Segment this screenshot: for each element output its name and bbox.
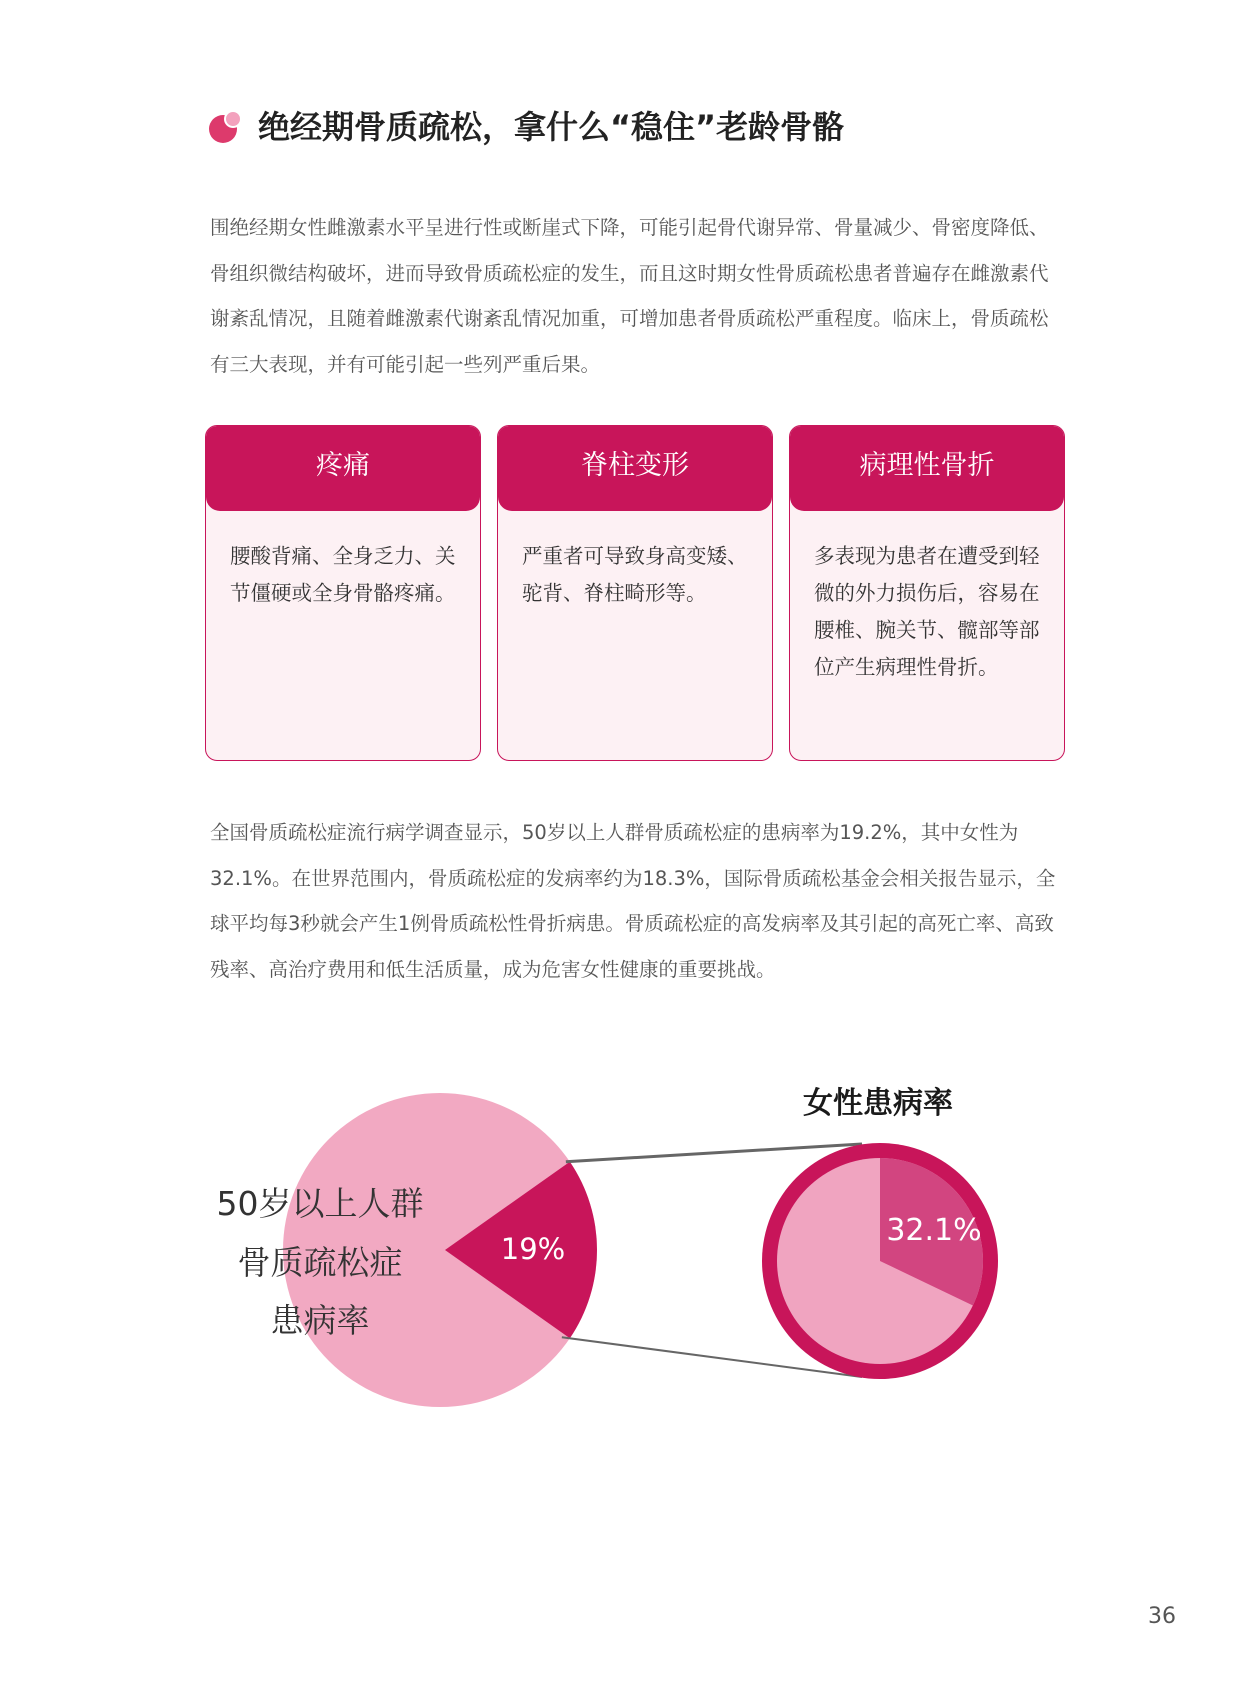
symptom-card-spine-deformity (497, 425, 773, 761)
symptom-card-fracture (789, 425, 1065, 761)
chart-title: 女性患病率 (803, 1086, 953, 1121)
bullet-dot-icon (208, 110, 242, 144)
card-title: 疼痛 (206, 426, 480, 511)
page-title: 绝经期骨质疏松，拿什么“稳住”老龄骨骼 (258, 108, 845, 146)
page-number: 36 (1148, 1604, 1176, 1629)
card-title: 脊柱变形 (498, 426, 772, 511)
symptom-card-pain (205, 425, 481, 761)
card-body: 多表现为患者在遭受到轻微的外力损伤后，容易在腰椎、腕关节、髋部等部位产生病理性骨折。 (814, 544, 1040, 679)
stats-paragraph: 全国骨质疏松症流行病学调查显示，50岁以上人群骨质疏松症的患病率为19.2%，其中女性为32.1%。在世界范围内，骨质疏松症的发病率约为18.3%，国际骨质疏松基金会相关报告显示，全球平均每3秒就会产生1例骨质疏松性骨折病患。骨质疏松症的高发病率及其引起的高死亡率、高致残率、高治疗费用和低生活质量，成为危害女性健康的重要挑战。 (210, 821, 1056, 981)
pie-center-label-line: 50岁以上人群 (216, 1184, 424, 1223)
pie-slice-label: 32.1% (886, 1213, 982, 1248)
card-body: 严重者可导致身高变矮、驼背、脊柱畸形等。 (522, 544, 748, 605)
pie-center-label-line: 患病率 (270, 1301, 370, 1340)
prevalence-charts (0, 1060, 1241, 1440)
connector-line-top (566, 1144, 862, 1162)
card-title: 病理性骨折 (790, 426, 1064, 511)
section-header (208, 104, 1108, 150)
pie-center-label-line: 骨质疏松症 (237, 1243, 403, 1282)
intro-paragraph: 围绝经期女性雌激素水平呈进行性或断崖式下降，可能引起骨代谢异常、骨量减少、骨密度降低、骨组织微结构破坏，进而导致骨质疏松症的发生，而且这时期女性骨质疏松患者普遍存在雌激素代谢紊乱情况，且随着雌激素代谢紊乱情况加重，可增加患者骨质疏松严重程度。临床上，骨质疏松有三大表现，并有可能引起一些列严重后果。 (210, 216, 1049, 376)
card-body: 腰酸背痛、全身乏力、关节僵硬或全身骨骼疼痛。 (230, 544, 456, 605)
pie-slice-label: 19% (500, 1232, 566, 1266)
